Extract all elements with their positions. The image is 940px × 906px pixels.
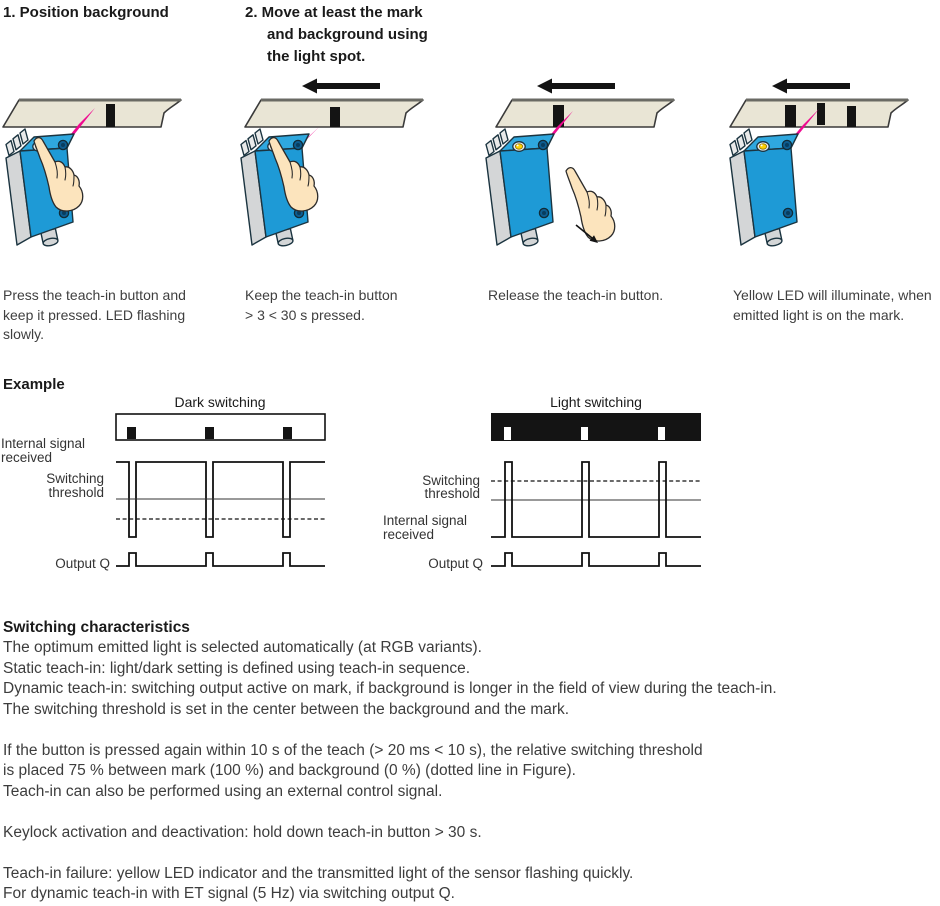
print-mark	[330, 107, 340, 127]
print-mark	[847, 106, 856, 127]
sensor-icon	[486, 129, 554, 247]
releasing-hand-icon	[566, 168, 615, 241]
illustration-step-4	[705, 75, 940, 275]
threshold-label: Switching	[422, 473, 480, 488]
internal-signal-label: Internal signal	[1, 436, 86, 451]
material-bar-light	[116, 414, 325, 440]
bar-mark	[127, 427, 136, 439]
print-mark	[785, 105, 796, 127]
switching-characteristics	[3, 617, 933, 905]
step-3-caption: Release the teach-in button.	[488, 287, 664, 303]
characteristics-line: is placed 75 % between mark (100 %) and background (0 %) (dotted line in Figure).	[3, 762, 576, 779]
target-strip	[496, 100, 674, 127]
threshold-label: threshold	[48, 485, 104, 500]
left-arrow-icon	[537, 79, 615, 94]
left-arrow-icon	[772, 79, 850, 94]
threshold-label: threshold	[424, 486, 480, 501]
output-q-label: Output Q	[55, 556, 110, 571]
illustration-step-3	[470, 75, 705, 275]
bar-mark	[504, 427, 511, 440]
bar-mark	[283, 427, 292, 439]
dark-switching-diagram	[0, 390, 345, 585]
threshold-label: Switching	[46, 471, 104, 486]
print-mark	[106, 104, 115, 127]
bar-mark	[205, 427, 214, 439]
internal-signal-label: received	[1, 450, 53, 465]
print-mark	[817, 103, 825, 125]
output-q-trace	[116, 553, 325, 566]
example-heading: Example	[3, 376, 65, 393]
illustration-step-2	[235, 75, 470, 275]
diagram-title: Light switching	[550, 394, 642, 410]
illustration-step-1	[0, 75, 235, 275]
characteristics-line: Static teach-in: light/dark setting is defined using teach-in sequence.	[3, 659, 470, 677]
sensor-icon	[730, 129, 798, 247]
characteristics-line: Teach-in failure: yellow LED indicator and the transmitted light of the sensor flashing quickly.	[3, 864, 634, 882]
output-q-trace	[491, 553, 701, 566]
characteristics-line: Keylock activation and deactivation: hold down teach-in button > 30 s.	[3, 823, 482, 841]
bar-mark	[581, 427, 588, 440]
characteristics-heading: Switching characteristics	[3, 619, 190, 636]
target-strip	[3, 100, 181, 127]
step-4-caption: Yellow LED will illuminate, when emitted light is on the mark.	[733, 287, 932, 323]
internal-signal-label: Internal signal	[383, 513, 468, 528]
characteristics-line	[3, 720, 933, 741]
step-1-caption: Press the teach-in button and keep it pressed. LED flashing slowly.	[3, 287, 186, 342]
step-1-heading: 1. Position background	[3, 4, 169, 21]
step-2-caption: Keep the teach-in button > 3 < 30 s pressed.	[245, 287, 398, 323]
material-bar-dark	[491, 413, 701, 441]
characteristics-line: Teach-in can also be performed using an external control signal.	[3, 782, 443, 800]
output-q-label: Output Q	[428, 556, 483, 571]
light-switching-diagram	[380, 390, 725, 585]
characteristics-line	[3, 843, 933, 864]
characteristics-line	[3, 802, 933, 823]
diagram-title: Dark switching	[174, 394, 266, 410]
bar-mark	[658, 427, 665, 440]
characteristics-line: For dynamic teach-in with ET signal (5 Hz) via switching output Q.	[3, 885, 455, 902]
left-arrow-icon	[302, 79, 380, 94]
characteristics-line: The switching threshold is set in the center between the background and the mark.	[3, 700, 570, 718]
step-2-heading: 2. Move at least the mark and background using the light spot.	[245, 4, 428, 65]
internal-signal-label: received	[383, 527, 435, 542]
characteristics-line: Dynamic teach-in: switching output active on mark, if background is longer in the field of view during the teach-in.	[3, 680, 777, 697]
characteristics-line: The optimum emitted light is selected automatically (at RGB variants).	[3, 639, 482, 656]
characteristics-line: If the button is pressed again within 10 s of the teach (> 20 ms < 10 s), the relative switching threshold	[3, 741, 703, 759]
